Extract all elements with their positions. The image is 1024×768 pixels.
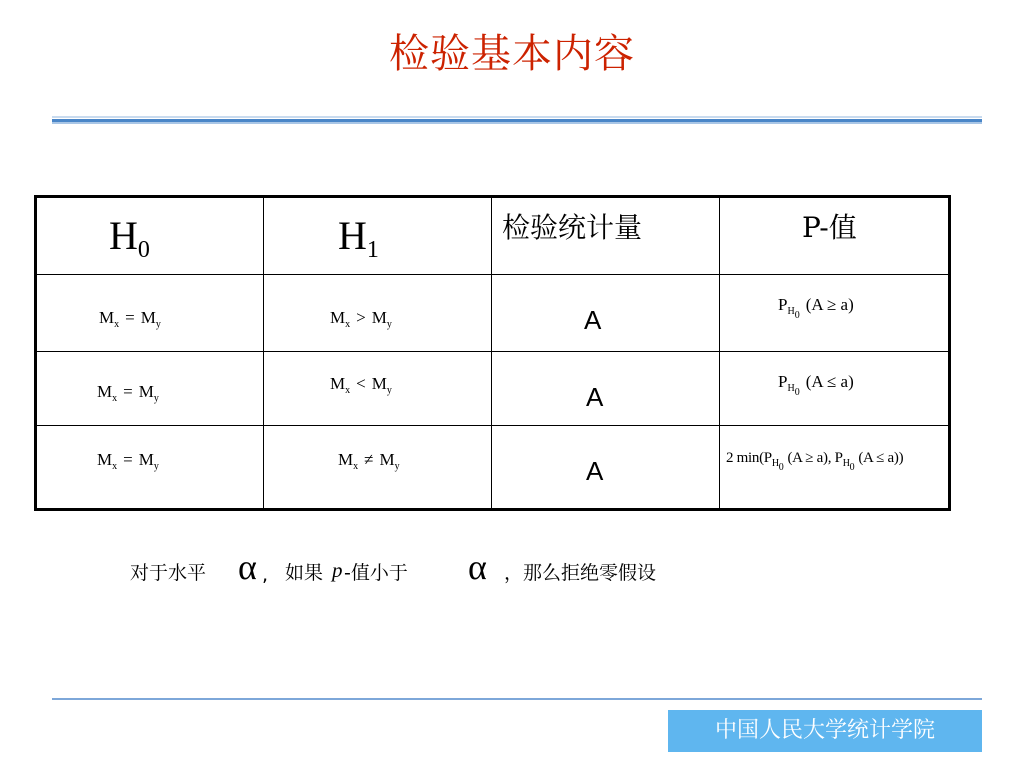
pvalue-expression: 2 $\min(P_{H_0}(A \ge a)$, $P_{H_0}(A \le a)$) bbox=[726, 450, 904, 473]
note-p: p bbox=[332, 558, 343, 582]
header-cell-h0 bbox=[36, 197, 264, 275]
pvalue-cell bbox=[720, 352, 950, 426]
note-part1: 对于水平 bbox=[130, 562, 207, 584]
statistic-cell bbox=[492, 426, 720, 510]
conclusion-note bbox=[0, 547, 1024, 592]
note-comma: , bbox=[262, 564, 269, 586]
footer-divider bbox=[52, 698, 982, 700]
statistic-cell bbox=[492, 352, 720, 426]
title-divider bbox=[52, 116, 982, 124]
table-header-row bbox=[36, 197, 950, 275]
h1-expression: $M_x \ne M_y$ bbox=[338, 450, 400, 472]
alpha-symbol-2: α bbox=[468, 547, 487, 587]
pvalue-cell bbox=[720, 275, 950, 352]
header-cell-h1 bbox=[264, 197, 492, 275]
pvalue-expression: $P_{H_0}(A \le a)$ bbox=[778, 372, 854, 398]
h1-expression: $M_x < M_y$ bbox=[330, 374, 392, 396]
footer-institution: 中国人民大学统计学院 bbox=[668, 710, 982, 752]
pvalue-cell bbox=[720, 426, 950, 510]
header-h0: $H_0$ bbox=[109, 213, 150, 263]
header-cell-statistic bbox=[492, 197, 720, 275]
header-cell-pvalue bbox=[720, 197, 950, 275]
h1-expression: $M_x > M_y$ bbox=[330, 308, 392, 330]
statistic-value: A bbox=[586, 456, 604, 486]
note-part2: 如果 bbox=[285, 562, 324, 584]
alpha-symbol: α bbox=[238, 547, 257, 587]
h0-cell bbox=[36, 352, 264, 426]
hypothesis-table bbox=[34, 195, 951, 511]
note-part4: ，那么拒绝零假设 bbox=[504, 562, 657, 584]
h1-cell bbox=[264, 426, 492, 510]
page-title: 检验基本内容 bbox=[389, 31, 635, 77]
statistic-value: A bbox=[586, 382, 604, 412]
h0-cell bbox=[36, 275, 264, 352]
statistic-value: A bbox=[584, 305, 602, 335]
table-row bbox=[36, 275, 950, 352]
header-pvalue: P-值 bbox=[802, 211, 857, 244]
h0-expression: $M_x = M_y$ bbox=[97, 450, 159, 472]
h1-cell bbox=[264, 352, 492, 426]
header-statistic: 检验统计量 bbox=[502, 211, 643, 244]
h0-expression: $M_x = M_y$ bbox=[97, 382, 159, 404]
table-row bbox=[36, 426, 950, 510]
header-h1: $H_1$ bbox=[338, 213, 379, 263]
table-row bbox=[36, 352, 950, 426]
pvalue-expression: $P_{H_0}(A \ge a)$ bbox=[778, 295, 854, 321]
note-part3: -值小于 bbox=[344, 562, 408, 584]
h0-expression: $M_x = M_y$ bbox=[99, 308, 161, 330]
h1-cell bbox=[264, 275, 492, 352]
statistic-cell bbox=[492, 275, 720, 352]
h0-cell bbox=[36, 426, 264, 510]
